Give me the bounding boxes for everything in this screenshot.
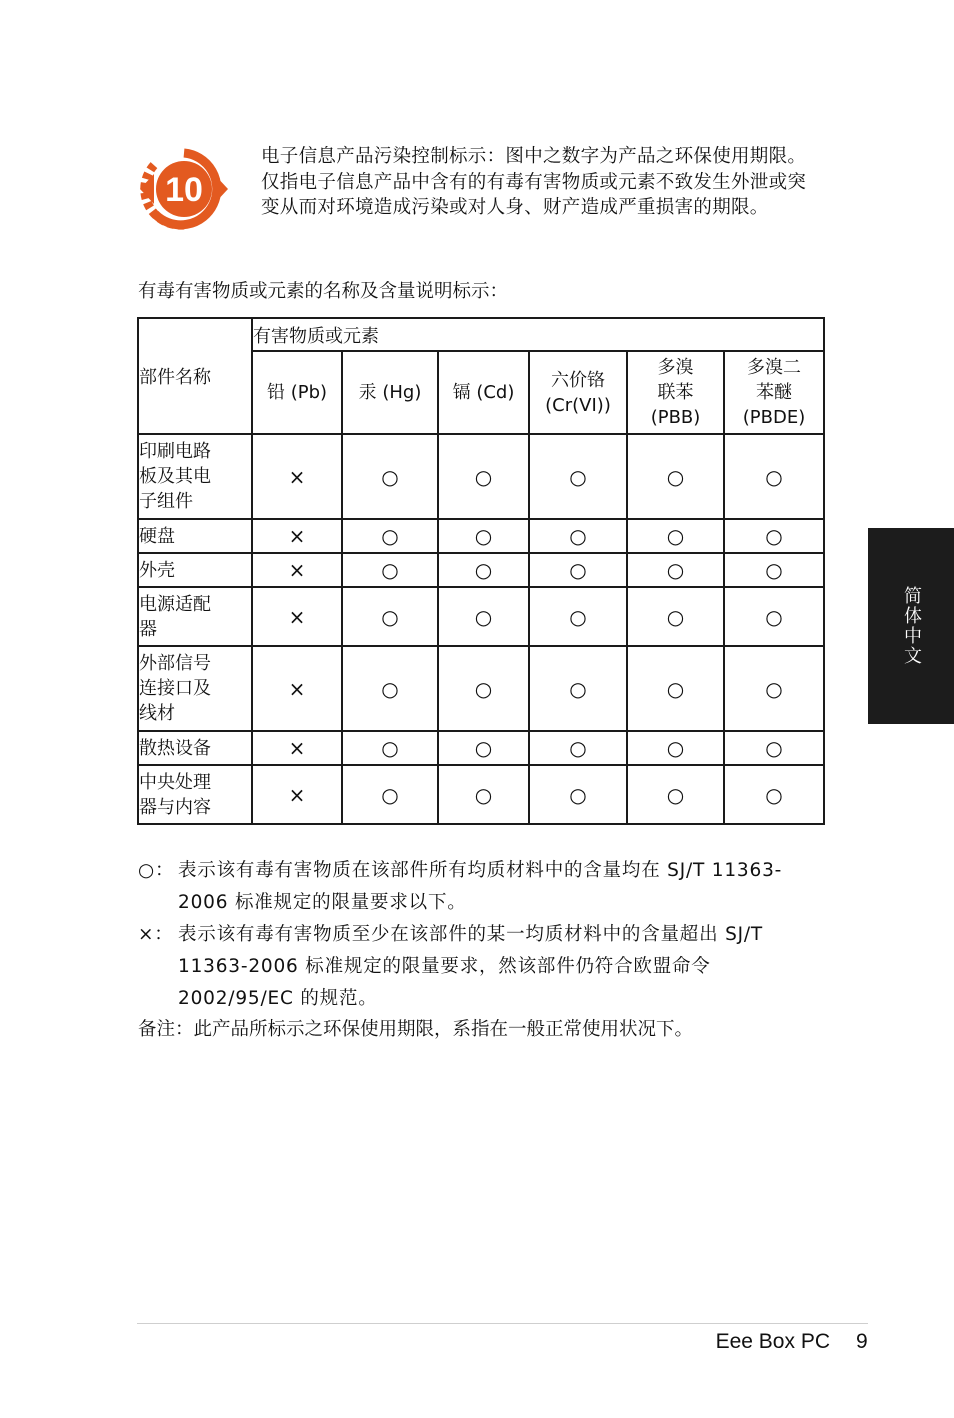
cross-mark-cell: × — [252, 646, 342, 731]
part-name-cell: 散热设备 — [138, 731, 252, 765]
part-name-cell: 电源适配 器 — [138, 587, 252, 646]
circle-mark-cell: ○ — [724, 587, 824, 646]
legend-cross-text: 表示该有毒有害物质至少在该部件的某一均质材料中的含量超出 SJ/T 11363-2006 标准规定的限量要求，然该部件仍符合欧盟命令 2002/95/EC 的规范。 — [178, 924, 764, 1009]
hazardous-substances-table — [137, 317, 825, 825]
part-name-header: 部件名称 — [138, 318, 252, 434]
legend-cross-row — [138, 919, 824, 1015]
table-row — [138, 765, 824, 824]
legend-circle-text: 表示该有毒有害物质在该部件所有均质材料中的含量均在 SJ/T 11363-2006 标准规定的限量要求以下。 — [178, 860, 783, 913]
table-row — [138, 646, 824, 731]
circle-mark-cell: ○ — [529, 434, 627, 519]
circle-mark-cell: ○ — [529, 553, 627, 587]
substance-header: 多溴二 苯醚 (PBDE) — [724, 351, 824, 434]
table-row — [138, 519, 824, 553]
circle-mark-cell: ○ — [627, 434, 724, 519]
circle-mark-cell: ○ — [724, 646, 824, 731]
legend — [138, 855, 824, 1015]
part-name-cell: 印刷电路 板及其电 子组件 — [138, 434, 252, 519]
language-side-tab-label: 简体中文 — [901, 586, 922, 666]
circle-mark-cell: ○ — [529, 587, 627, 646]
circle-mark-cell: ○ — [342, 434, 438, 519]
part-name-cell: 中央处理 器与内容 — [138, 765, 252, 824]
footer-page-number: 9 — [856, 1330, 868, 1353]
hazardous-substances-header: 有害物质或元素 — [252, 318, 824, 351]
language-side-tab — [868, 528, 954, 724]
circle-mark-cell: ○ — [438, 553, 529, 587]
circle-mark-cell: ○ — [438, 765, 529, 824]
environmental-protection-period-logo-icon — [138, 148, 230, 230]
legend-circle-row — [138, 855, 824, 919]
cross-mark-cell: × — [252, 519, 342, 553]
circle-mark-cell: ○ — [342, 587, 438, 646]
table-title: 有毒有害物质或元素的名称及含量说明标示： — [138, 281, 509, 302]
circle-mark-cell: ○ — [529, 646, 627, 731]
circle-mark-cell: ○ — [438, 731, 529, 765]
circle-mark-cell: ○ — [724, 765, 824, 824]
substance-header: 镉 (Cd) — [438, 351, 529, 434]
circle-mark-cell: ○ — [529, 519, 627, 553]
table-row — [138, 434, 824, 519]
circle-mark-cell: ○ — [438, 587, 529, 646]
circle-mark-cell: ○ — [342, 646, 438, 731]
circle-mark-cell: ○ — [342, 553, 438, 587]
table-row — [138, 553, 824, 587]
substance-header: 六价铬 (Cr(VI)) — [529, 351, 627, 434]
intro-paragraph: 电子信息产品污染控制标示：图中之数字为产品之环保使用期限。仅指电子信息产品中含有的有毒有害物质或元素不致发生外泄或突变从而对环境造成污染或对人身、财产造成严重损害的期限。 — [261, 146, 807, 218]
legend-cross-symbol: ×： — [138, 924, 174, 945]
part-name-cell: 外壳 — [138, 553, 252, 587]
cross-mark-cell: × — [252, 553, 342, 587]
footer-product-name: Eee Box PC — [715, 1330, 830, 1353]
circle-mark-cell: ○ — [627, 765, 724, 824]
circle-mark-cell: ○ — [342, 731, 438, 765]
circle-mark-cell: ○ — [438, 434, 529, 519]
part-name-cell: 硬盘 — [138, 519, 252, 553]
cross-mark-cell: × — [252, 731, 342, 765]
substance-header: 多溴 联苯 (PBB) — [627, 351, 724, 434]
cross-mark-cell: × — [252, 587, 342, 646]
cross-mark-cell: × — [252, 765, 342, 824]
substance-header: 汞 (Hg) — [342, 351, 438, 434]
circle-mark-cell: ○ — [724, 553, 824, 587]
cross-mark-cell: × — [252, 434, 342, 519]
circle-mark-cell: ○ — [529, 731, 627, 765]
part-name-cell: 外部信号 连接口及 线材 — [138, 646, 252, 731]
circle-mark-cell: ○ — [438, 519, 529, 553]
footer-divider — [137, 1323, 868, 1324]
table-row — [138, 731, 824, 765]
remark-note: 备注：此产品所标示之环保使用期限，系指在一般正常使用状况下。 — [138, 1019, 694, 1040]
circle-mark-cell: ○ — [627, 646, 724, 731]
circle-mark-cell: ○ — [627, 731, 724, 765]
logo-number: 10 — [165, 171, 203, 209]
circle-mark-cell: ○ — [529, 765, 627, 824]
circle-mark-cell: ○ — [438, 646, 529, 731]
circle-mark-cell: ○ — [627, 587, 724, 646]
legend-circle-symbol: ○： — [138, 860, 175, 881]
circle-mark-cell: ○ — [342, 519, 438, 553]
circle-mark-cell: ○ — [724, 519, 824, 553]
circle-mark-cell: ○ — [627, 519, 724, 553]
circle-mark-cell: ○ — [627, 553, 724, 587]
circle-mark-cell: ○ — [724, 434, 824, 519]
circle-mark-cell: ○ — [342, 765, 438, 824]
substance-header: 铅 (Pb) — [252, 351, 342, 434]
table-row — [138, 587, 824, 646]
circle-mark-cell: ○ — [724, 731, 824, 765]
